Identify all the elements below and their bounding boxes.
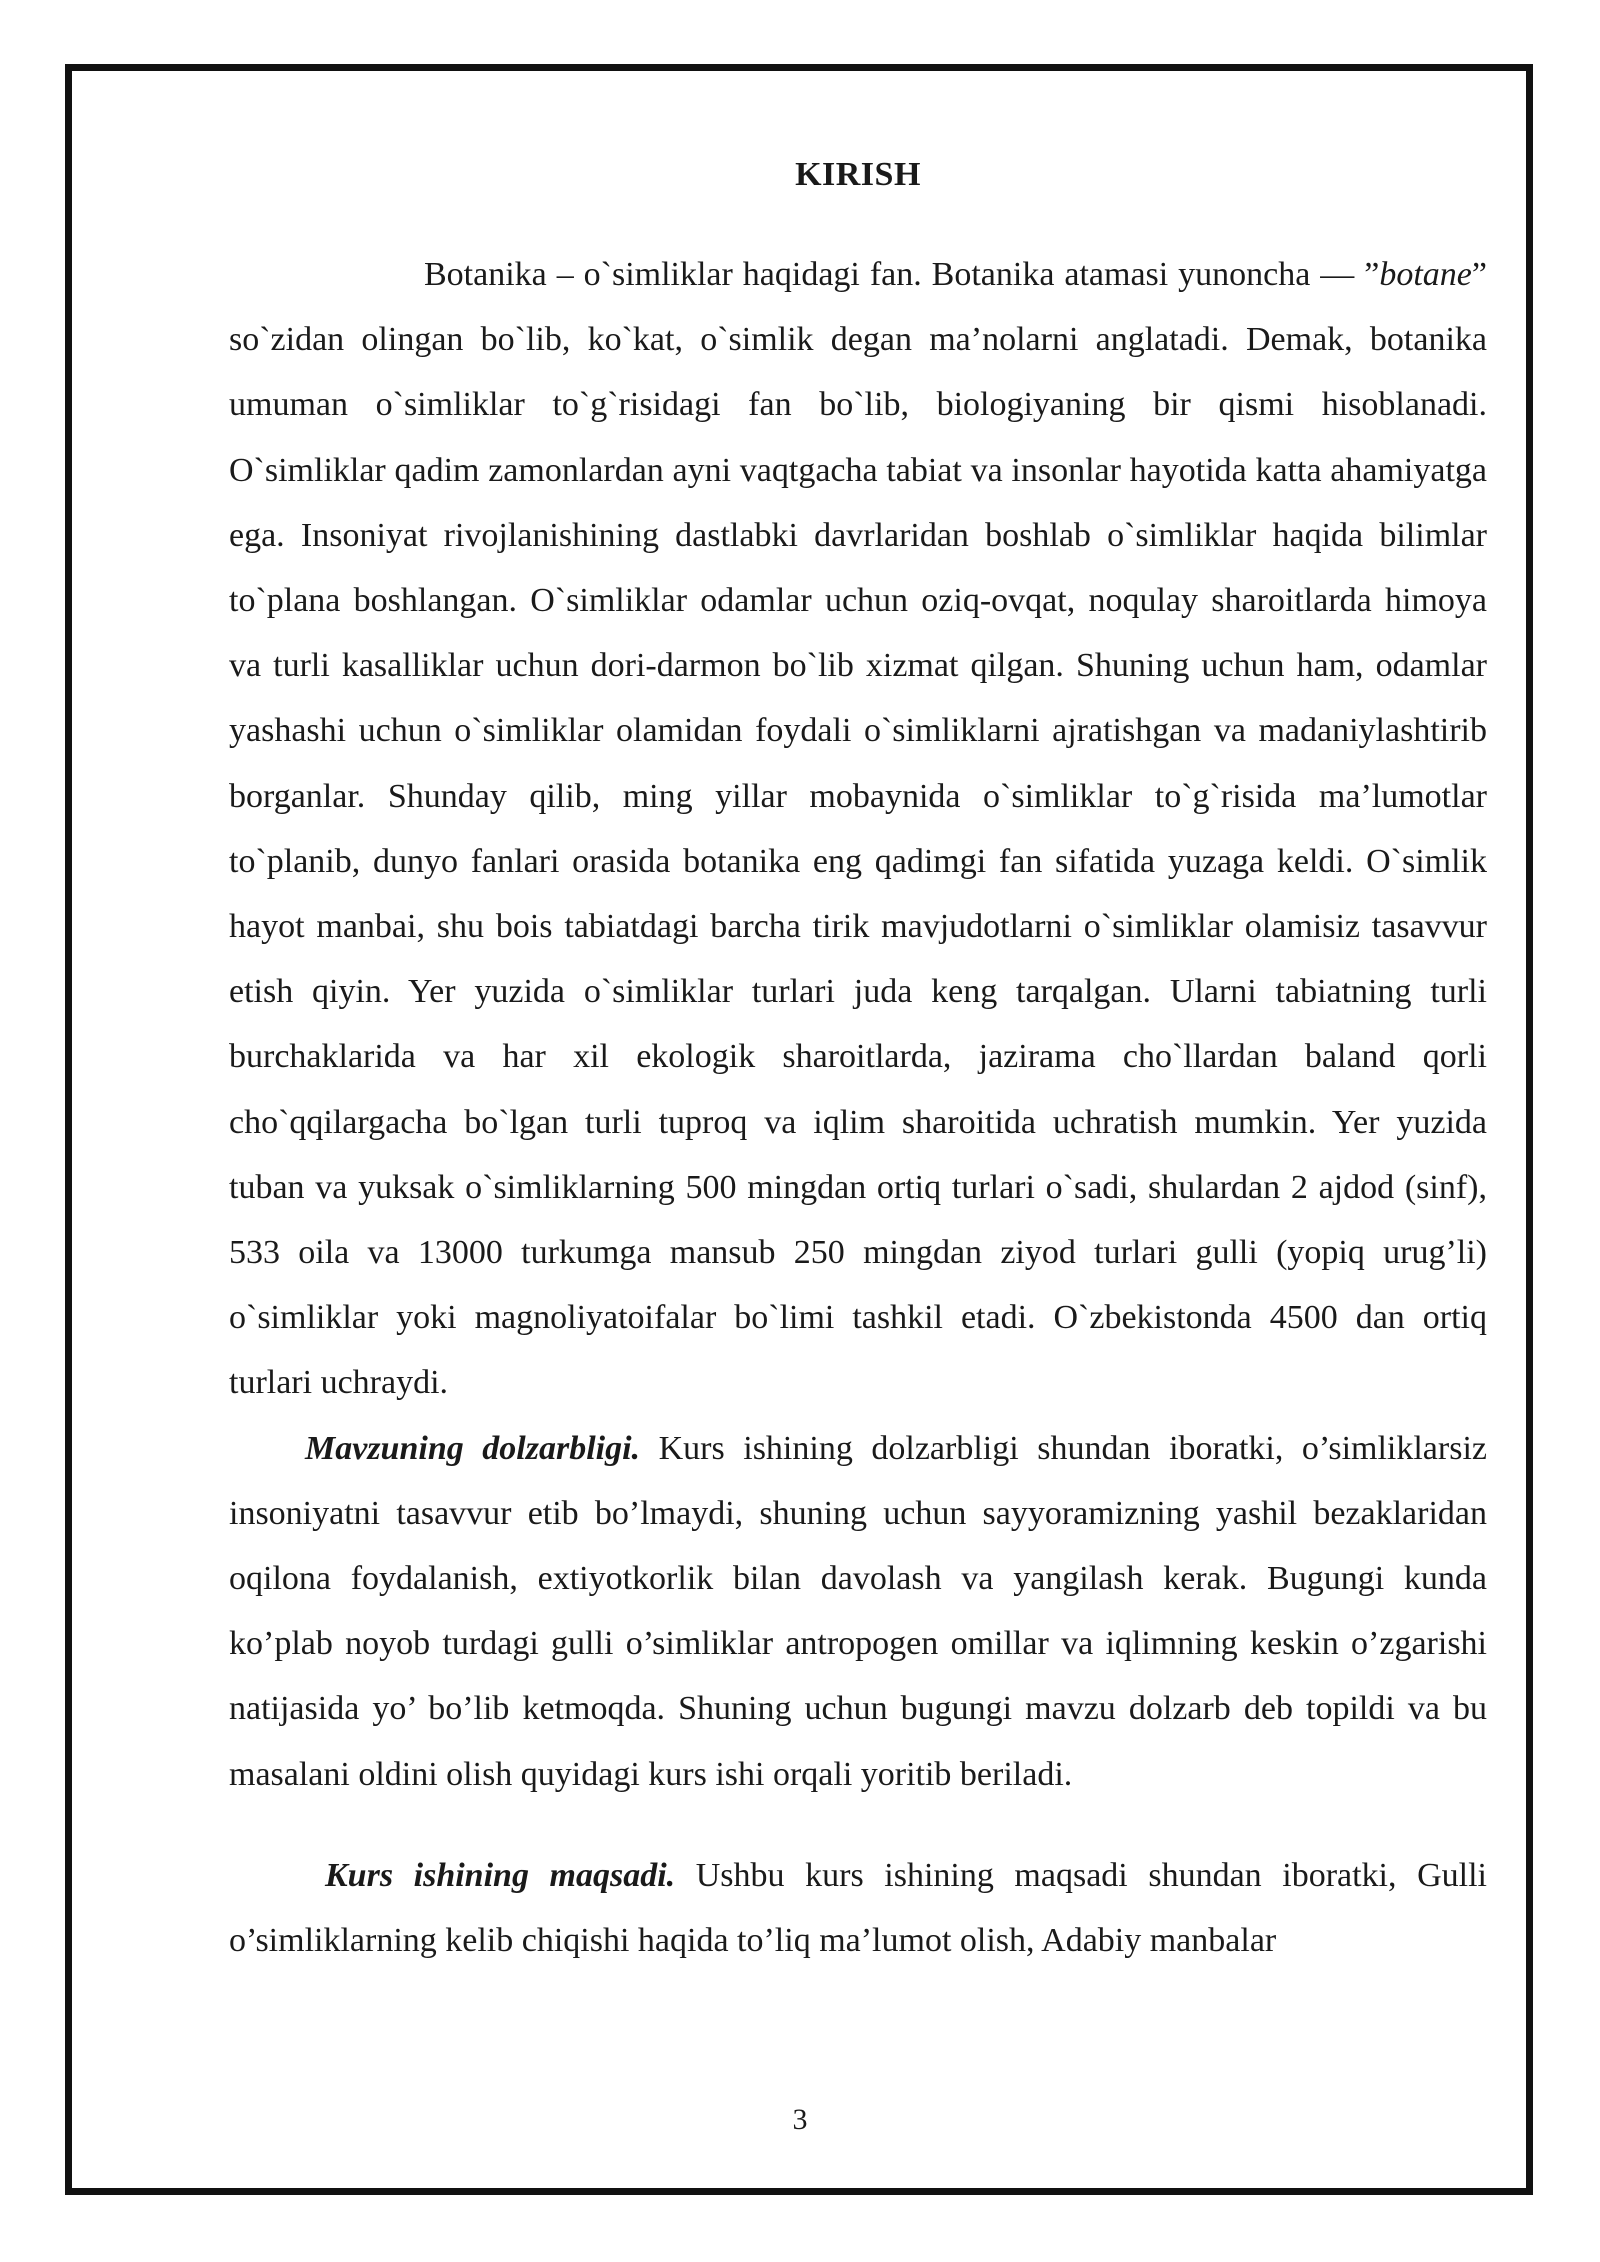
section-title: KIRISH: [795, 156, 921, 193]
goal-paragraph: [229, 1843, 1487, 1973]
relevance-heading: Mavzuning dolzarbligi.: [305, 1429, 641, 1467]
paragraph-text: ” so`zidan olingan bo`lib, ko`kat, o`simlik degan ma’nolarni anglatadi. Demak, botanika umuman o`simliklar to`g`risidagi fan bo`lib, biologiyaning bir qismi hisoblanadi. O`simliklar qadim zamonlardan ayni vaqtgacha tabiat va insonlar hayotida katta ahamiyatga ega. Insoniyat rivojlanishining dastlabki davrlaridan boshlab o`simliklar haqida bilimlar to`plana boshlangan. O`simliklar odamlar uchun oziq-ovqat, noqulay sharoitlarda himoya va turli kasalliklar uchun dori-darmon bo`lib xizmat qilgan. Shuning uchun ham, odamlar yashashi uchun o`simliklar olamidan foydali o`simliklarni ajratishgan va madaniylashtirib borganlar. Shunday qilib, ming yillar mobaynida o`simliklar to`g`risida ma’lumotlar to`planib, dunyo fanlari orasida botanika eng qadimgi fan sifatida yuzaga keldi. O`simlik hayot manbai, shu bois tabiatdagi barcha tirik mavjudotlarni o`simliklar olamisiz tasavvur etish qiyin. Yer yuzida o`simliklar turlari juda keng tarqalgan. Ularni tabiatning turli burchaklarida va har xil ekologik sharoitlarda, jazirama cho`llardan baland qorli cho`qqilargacha bo`lgan turli tuproq va iqlim sharoitida uchratish mumkin. Yer yuzida tuban va yuksak o`simliklarning 500 mingdan ortiq turlari o`sadi, shulardan 2 ajdod (sinf), 533 oila va 13000 turkumga mansub 250 mingdan ziyod turlari gulli (yopiq urug’li) o`simliklar yoki magnoliyatoifalar bo`limi tashkil etadi. O`zbekistonda 4500 dan ortiq turlari uchraydi.: [229, 256, 1487, 1402]
italic-term: botane: [1379, 256, 1472, 293]
paragraph-text: Ushbu kurs ishining maqsadi shundan iboratki, Gulli o’simliklarning kelib chiqishi haqida to’liq ma’lumot olish, Adabiy manbalar: [229, 1856, 1487, 1960]
document-body: [229, 145, 1487, 1973]
paragraph-text: Botanika – o`simliklar haqidagi fan. Botanika atamasi yunoncha — ”: [424, 256, 1380, 293]
paragraph-text: Kurs ishining dolzarbligi shundan iboratki, o’simliklarsiz insoniyatni tasavvur etib bo’lmaydi, shuning uchun sayyoramizning yashil bezaklaridan oqilona foydalanish, extiyotkorlik bilan davolash va yangilash kerak. Bugungi kunda ko’plab noyob turdagi gulli o’simliklar antropogen omillar va iqlimning keskin o’zgarishi natijasida yo’ bo’lib ketmoqda. Shuning uchun bugungi mavzu dolzarb deb topildi va bu masalani oldini olish quyidagi kurs ishi orqali yoritib beriladi.: [229, 1429, 1487, 1793]
intro-paragraph: [229, 242, 1487, 1416]
relevance-paragraph: [229, 1416, 1487, 1807]
page-number: 3: [792, 2103, 808, 2136]
goal-heading: Kurs ishining maqsadi.: [325, 1856, 676, 1894]
